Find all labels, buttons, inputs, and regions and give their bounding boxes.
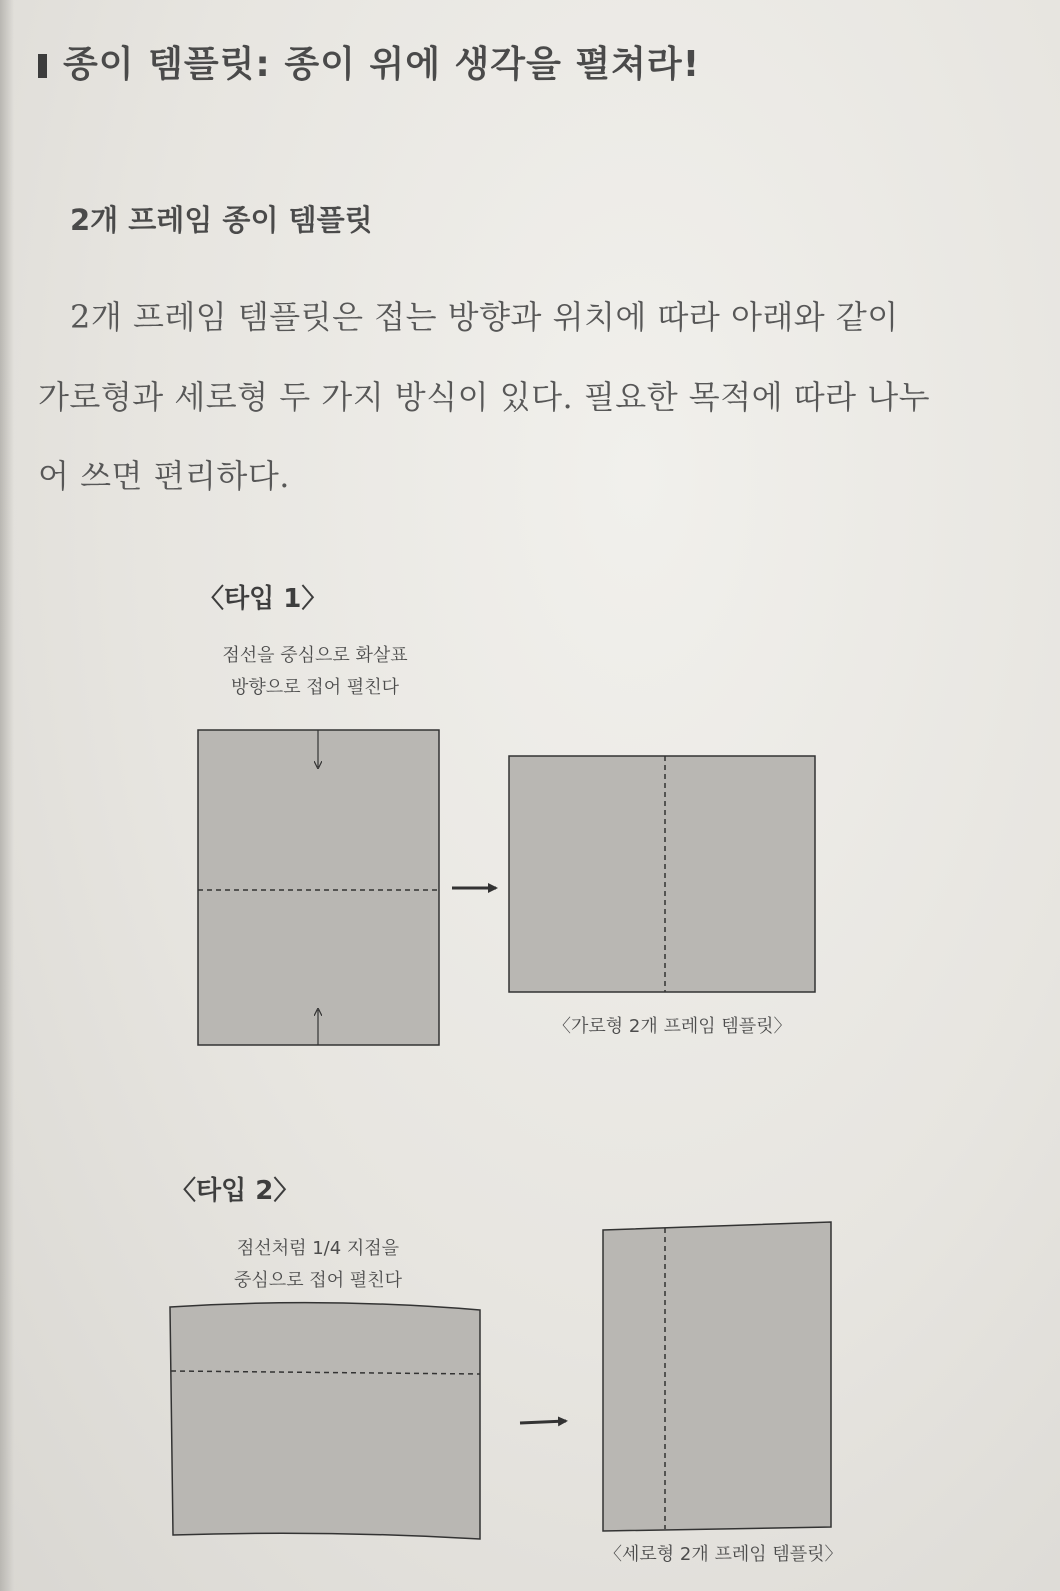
body-line-3: 어 쓰면 편리하다. [38, 457, 290, 495]
type2-instruction [198, 1233, 438, 1297]
type1-caption: 〈가로형 2개 프레임 템플릿〉 [553, 1016, 792, 1037]
subtitle: 2개 프레임 종이 템플릿 [70, 203, 373, 237]
type2-arrow [520, 1421, 566, 1423]
body-line-2: 가로형과 세로형 두 가지 방식이 있다. 필요한 목적에 따라 나누 [38, 378, 931, 416]
section-title-text: 종이 템플릿: 종이 위에 생각을 펼쳐라! [63, 44, 701, 85]
body-line-1: 2개 프레임 템플릿은 접는 방향과 위치에 따라 아래와 같이 [70, 298, 899, 336]
type2-result-portrait-template [603, 1222, 831, 1531]
type2-caption: 〈세로형 2개 프레임 템플릿〉 [604, 1544, 843, 1565]
type2-folding-sheet [170, 1303, 480, 1539]
type1-instruction-line1: 점선을 중심으로 화살표 [222, 645, 408, 666]
type1-folding-sheet [198, 730, 439, 1045]
type2-instruction-line2: 중심으로 접어 펼친다 [234, 1270, 402, 1291]
type1-label: 〈타입 1〉 [198, 584, 328, 614]
type1-instruction-line2: 방향으로 접어 펼친다 [231, 677, 399, 698]
type2-instruction-line1: 점선처럼 1/4 지점을 [236, 1238, 400, 1259]
type2-label: 〈타입 2〉 [170, 1176, 300, 1206]
type1-result-landscape-template [509, 756, 815, 992]
